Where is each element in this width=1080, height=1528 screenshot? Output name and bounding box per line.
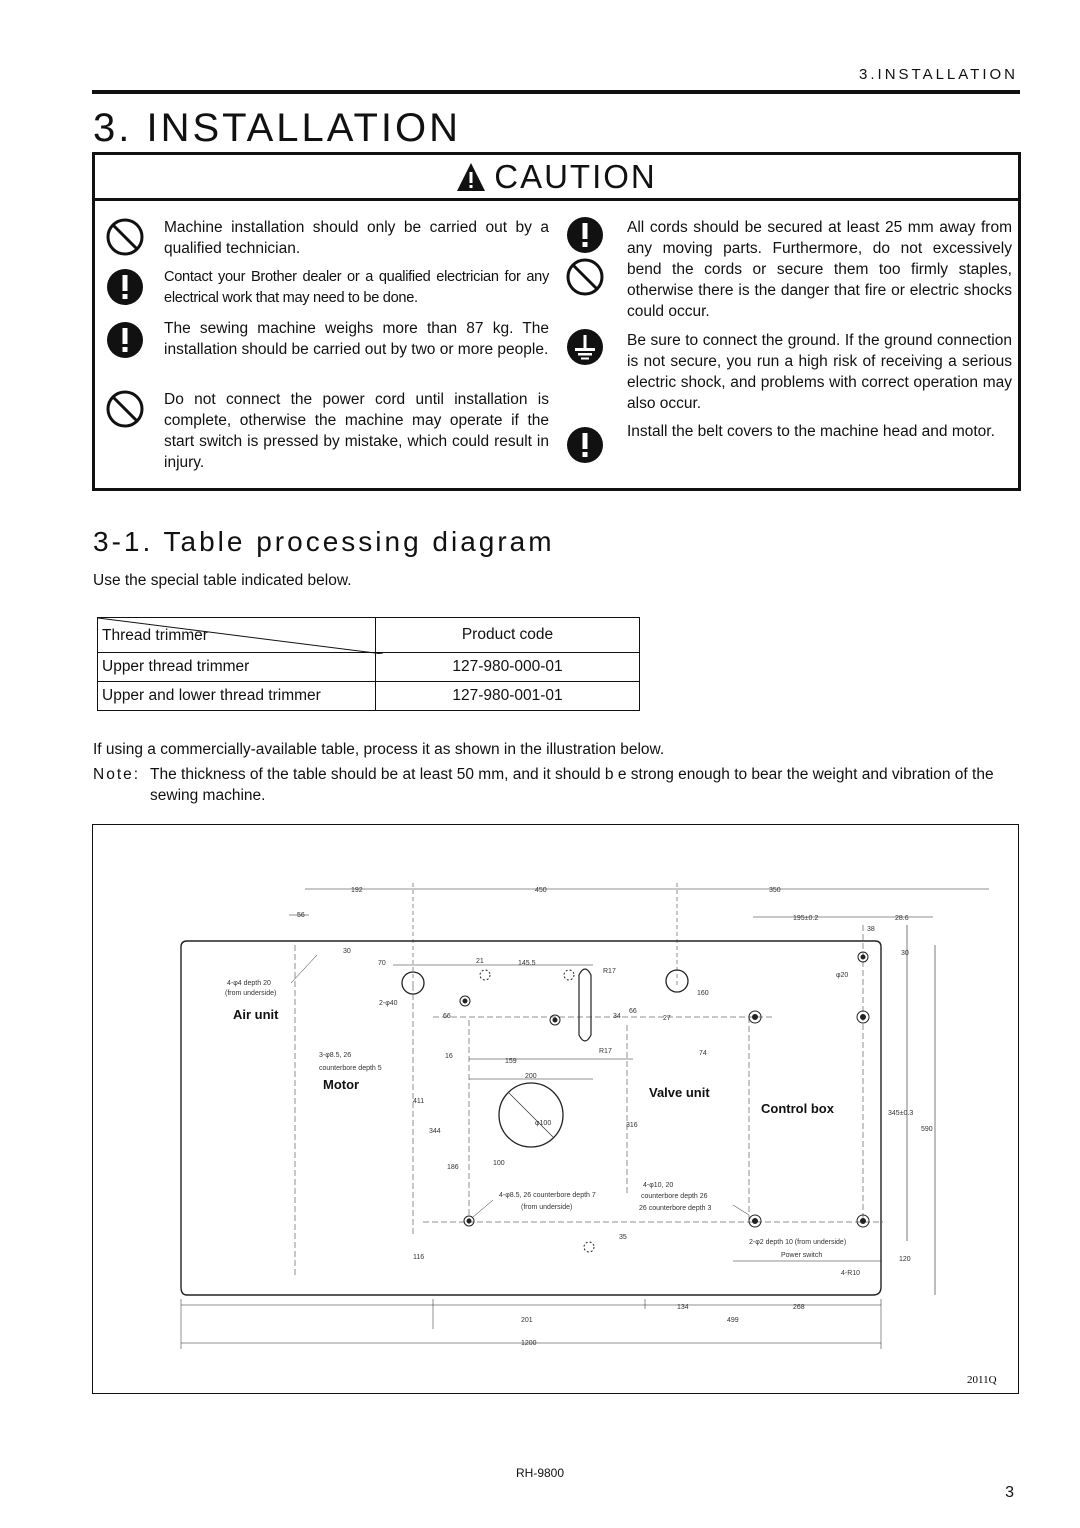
- label-4phi85: 4-φ8.5, 26 counterbore depth 7: [499, 1192, 596, 1199]
- label-air-unit: Air unit: [233, 1007, 279, 1022]
- header-product-code: Product code: [376, 618, 640, 653]
- figure-id: 2011Q: [967, 1374, 997, 1386]
- dim-200: 200: [525, 1073, 537, 1080]
- caution-item: Install the belt covers to the machine head and motor.: [627, 423, 995, 440]
- dim-100: 100: [493, 1160, 505, 1167]
- label-from-underside: (from underside): [225, 990, 277, 997]
- table-header-cell: [98, 618, 376, 653]
- dim-27: 27: [663, 1015, 671, 1022]
- dim-56: 56: [297, 912, 305, 919]
- caution-heading: [95, 155, 1018, 201]
- dim-30: 30: [343, 948, 351, 955]
- dim-345: 345±0.3: [888, 1110, 914, 1117]
- dim-145-5: 145.5: [518, 960, 536, 967]
- dim-192: 192: [351, 887, 363, 894]
- prohibited-icon: [565, 257, 605, 297]
- dim-201: 201: [521, 1317, 533, 1324]
- running-header: 3.INSTALLATION: [859, 66, 1018, 83]
- dim-1200: 1200: [521, 1340, 537, 1347]
- label-2phi40: 2-φ40: [379, 1000, 398, 1007]
- mandatory-icon: [565, 425, 605, 465]
- caution-item: Do not connect the power cord until installation is complete, otherwise the machine may operate if the start switch is pressed by mistake, which could result in injury.: [164, 391, 549, 471]
- code-cell: 127-980-000-01: [376, 653, 640, 682]
- dim-590: 590: [921, 1126, 933, 1133]
- dim-74: 74: [699, 1050, 707, 1057]
- mandatory-icon: [565, 215, 605, 255]
- trimmer-cell: Upper and lower thread trimmer: [98, 682, 376, 711]
- label-counterbore26: counterbore depth 26: [641, 1193, 708, 1200]
- label-4phi4: 4-φ4 depth 20: [227, 980, 271, 987]
- dim-411: 411: [413, 1098, 425, 1105]
- dim-186: 186: [447, 1164, 459, 1171]
- dim-316: 316: [626, 1122, 638, 1129]
- label-counterbore5: counterbore depth 5: [319, 1065, 382, 1072]
- header-thread-trimmer: Thread trimmer: [102, 627, 208, 644]
- dim-499: 499: [727, 1317, 739, 1324]
- label-4r10: 4-R10: [841, 1270, 861, 1277]
- dim-21: 21: [476, 958, 484, 965]
- label-r17b: R17: [599, 1048, 612, 1055]
- header-rule: [92, 90, 1020, 94]
- intro-text: Use the special table indicated below.: [93, 572, 352, 589]
- label-motor: Motor: [323, 1077, 360, 1092]
- page-number: 3: [1005, 1484, 1014, 1501]
- dim-70: 70: [378, 960, 386, 967]
- label-power-switch: Power switch: [781, 1252, 823, 1259]
- caution-item: The sewing machine weighs more than 87 kg. The installation should be carried out by two or more people.: [164, 320, 549, 358]
- label-from-underside-2: (from underside): [521, 1204, 573, 1211]
- page-title: 3. INSTALLATION: [93, 106, 462, 150]
- dim-66b: 66: [629, 1008, 637, 1015]
- table-row: [98, 653, 640, 682]
- mandatory-icon: [105, 267, 145, 307]
- table-header-row: [98, 618, 640, 653]
- dim-159: 159: [505, 1058, 517, 1065]
- label-2phi2: 2-φ2 depth 10 (from underside): [749, 1239, 847, 1246]
- dim-120: 120: [899, 1256, 911, 1263]
- model-number: RH-9800: [515, 1466, 565, 1480]
- commercial-text: If using a commercially-available table, process it as shown in the illustration below.: [93, 741, 665, 758]
- caution-label: CAUTION: [494, 157, 657, 195]
- trimmer-cell: Upper thread trimmer: [98, 653, 376, 682]
- table-row: [98, 682, 640, 711]
- dim-35: 35: [619, 1234, 627, 1241]
- caution-item: Be sure to connect the ground. If the ground connection is not secure, you run a high risk of receiving a serious electric shock, and problems with correct operation may also occur.: [627, 332, 1012, 412]
- dim-134: 134: [677, 1304, 689, 1311]
- prohibited-icon: [105, 217, 145, 257]
- label-3phi85: 3-φ8.5, 26: [319, 1052, 352, 1059]
- product-code-table: [97, 617, 640, 711]
- dim-66: 66: [443, 1013, 451, 1020]
- ground-icon: [565, 327, 605, 367]
- table-drawing: [93, 825, 1018, 1393]
- label-phi20: φ20: [836, 972, 849, 979]
- dim-34: 34: [613, 1013, 621, 1020]
- dim-116: 116: [413, 1254, 425, 1261]
- dim-450: 450: [535, 887, 547, 894]
- dim-30-right: 30: [901, 950, 909, 957]
- label-counterbore3: 26 counterbore depth 3: [639, 1205, 712, 1212]
- dim-344: 344: [429, 1128, 441, 1135]
- warning-triangle-icon: [456, 162, 486, 192]
- label-4phi10: 4-φ10, 20: [643, 1182, 674, 1189]
- label-valve-unit: Valve unit: [649, 1085, 710, 1100]
- dim-350: 350: [769, 887, 781, 894]
- note-text: The thickness of the table should be at least 50 mm, and it should b e strong enough to bear the weight and vibration of the sewing machine.: [150, 766, 994, 804]
- caution-item: Contact your Brother dealer or a qualified electrician for any electrical work that may need to be done.: [164, 269, 549, 306]
- prohibited-icon: [105, 389, 145, 429]
- section-title: 3-1. Table processing diagram: [93, 526, 555, 557]
- table-diagram: [92, 824, 1019, 1394]
- caution-item: All cords should be secured at least 25 mm away from any moving parts. Furthermore, do not excessively bend the cords or secure them too firmly staples, otherwise there is the danger that fire or electric shocks could occur.: [627, 219, 1012, 320]
- mandatory-icon: [105, 320, 145, 360]
- label-phi100: φ100: [535, 1120, 552, 1127]
- label-r17a: R17: [603, 968, 616, 975]
- caution-box: [92, 152, 1021, 491]
- label-control-box: Control box: [761, 1101, 834, 1116]
- dim-195: 195±0.2: [793, 915, 819, 922]
- dim-28-6: 28.6: [895, 915, 909, 922]
- code-cell: 127-980-001-01: [376, 682, 640, 711]
- dim-16: 16: [445, 1053, 453, 1060]
- dim-160: 160: [697, 990, 709, 997]
- dim-268: 268: [793, 1304, 805, 1311]
- caution-item: Machine installation should only be carried out by a qualified technician.: [164, 219, 549, 257]
- note-label: Note:: [93, 766, 141, 783]
- dim-38: 38: [867, 926, 875, 933]
